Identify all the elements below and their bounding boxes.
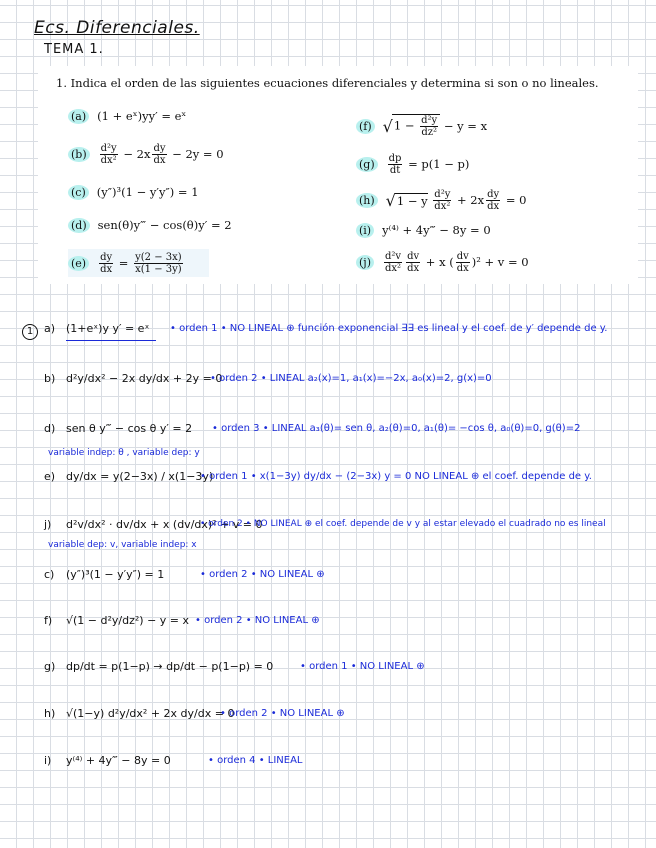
answer-equation: sen θ y‴ − cos θ y′ = 2 [66, 422, 193, 435]
answer-f [0, 612, 656, 642]
answer-equation: y⁽⁴⁾ + 4y‴ − 8y = 0 [66, 754, 171, 767]
equation-label: (g) [356, 157, 378, 172]
answer-notes: variable dep: v, variable indep: x [48, 540, 197, 550]
equation-c [68, 178, 199, 206]
equation-h: (h) √ 1 − y $\frac{\text{d²y}}{\text{dx²}}$ + 2x $\frac{dy}{dx}$ = 0 [356, 186, 526, 214]
equation-label: (c) [68, 185, 89, 200]
equation-label: (f) [356, 119, 375, 134]
answer-key: e) [44, 470, 56, 483]
equation-f: (f) √ 1 − $\frac{\text{d²y}}{\text{dz²}}$ − y = x [356, 112, 487, 140]
answer-equation: √(1−y) d²y/dx² + 2x dy/dx = 0 [66, 707, 235, 720]
answer-equation: d²y/dx² − 2x dy/dx + 2y = 0 [66, 372, 223, 385]
answer-equation: √(1 − d²y/dz²) − y = x [66, 614, 190, 627]
answer-h [0, 705, 656, 735]
exercise-number-circle: 1 [22, 323, 38, 340]
equation-label: (e) [68, 256, 89, 271]
equation-d [68, 211, 232, 239]
answer-equation: dp/dt = p(1−p) → dp/dt − p(1−p) = 0 [66, 660, 274, 673]
answer-notes: • orden 1 • NO LINEAL ⊕ función exponencial ∃∃ es lineal y el coef. de y′ depende de y. [170, 323, 608, 334]
answer-equation: d²v/dx² · dv/dx + x (dv/dx)² + v = 0 [66, 518, 263, 531]
answer-key: j) [44, 518, 52, 531]
answer-key: f) [44, 614, 53, 627]
equation-label: (i) [356, 223, 374, 238]
equation-g: (g) $\frac{dp}{dt}$ = p(1 − p) [356, 150, 469, 178]
answer-notes: • orden 4 • LINEAL [208, 755, 303, 766]
answer-notes: • orden 1 • x(1−3y) dy/dx − (2−3x) y = 0 NO LINEAL ⊕ el coef. depende de y. [200, 471, 592, 482]
answer-key: i) [44, 754, 52, 767]
answer-key: c) [44, 568, 55, 581]
answer-key: h) [44, 707, 56, 720]
answer-notes: • orden 3 • LINEAL a₃(θ)= sen θ, a₂(θ)=0, a₁(θ)= −cos θ, a₀(θ)=0, g(θ)=2 [212, 423, 581, 434]
answer-i [0, 752, 656, 782]
answer-c [0, 566, 656, 596]
equation-text: (1 + eˣ)yy′ = eˣ [97, 109, 187, 123]
equation-label: (d) [68, 218, 90, 233]
equation-label: (h) [356, 193, 378, 208]
answer-equation: (1+eˣ)y y′ = eˣ [66, 322, 150, 335]
equation-label: (a) [68, 109, 89, 124]
exercise-box [38, 66, 638, 284]
equation-label: (j) [356, 255, 374, 270]
page-subtitle: TEMA 1. [44, 42, 104, 57]
answer-notes: • orden 1 • NO LINEAL ⊕ [300, 661, 425, 672]
answer-j-variables [0, 538, 656, 568]
answer-b [0, 370, 656, 400]
answer-key: a) [44, 322, 56, 335]
answer-notes: • orden 2 • LINEAL a₂(x)=1, a₁(x)=−2x, a₀(x)=2, g(x)=0 [210, 373, 492, 384]
answer-notes: • orden 2 • NO LINEAL ⊕ [195, 615, 320, 626]
equation-e: (e) $\frac{dy}{dx}$ = $\frac{y(2 - 3x)}{x(1 - 3y)}$ [68, 249, 209, 277]
equation-text: sen(θ)y‴ − cos(θ)y′ = 2 [97, 218, 232, 232]
answer-notes: • orden 2 • NO LINEAL ⊕ el coef. depende de v y al estar elevado el cuadrado no es lineal [200, 519, 606, 529]
page-title: Ecs. Diferenciales. [34, 18, 200, 38]
answer-equation: dy/dx = y(2−3x) / x(1−3y) [66, 470, 214, 483]
equation-j: (j) $\frac{\text{d²v}}{\text{dx²}}$ $\frac{dv}{dx}$ + x ( $\frac{dv}{dx}$ )² + v = 0 [356, 248, 529, 276]
answer-e [0, 468, 656, 498]
answer-key: d) [44, 422, 56, 435]
answer-key: g) [44, 660, 56, 673]
answer-equation: (y″)³(1 − y′y″) = 1 [66, 568, 165, 581]
equation-label: (b) [68, 147, 90, 162]
equation-text: (y″)³(1 − y′y″) = 1 [96, 185, 199, 199]
answer-a [0, 320, 656, 350]
equation-i [356, 216, 491, 244]
answer-key: b) [44, 372, 56, 385]
answer-notes: • orden 2 • NO LINEAL ⊕ [220, 708, 345, 719]
answer-g [0, 658, 656, 688]
equation-a [68, 102, 186, 130]
equation-text: y⁽⁴⁾ + 4y‴ − 8y = 0 [382, 223, 491, 237]
answer-notes: • orden 2 • NO LINEAL ⊕ [200, 569, 325, 580]
equation-b: (b) $\frac{\text{d²y}}{\text{dx²}}$ − 2x $\frac{dy}{dx}$ − 2y = 0 [68, 140, 224, 168]
exercise-instruction: 1. Indica el orden de las siguientes ecuaciones diferenciales y determina si son o no lineales. [56, 76, 599, 90]
answer-notes: variable indep: θ , variable dep: y [48, 448, 200, 458]
